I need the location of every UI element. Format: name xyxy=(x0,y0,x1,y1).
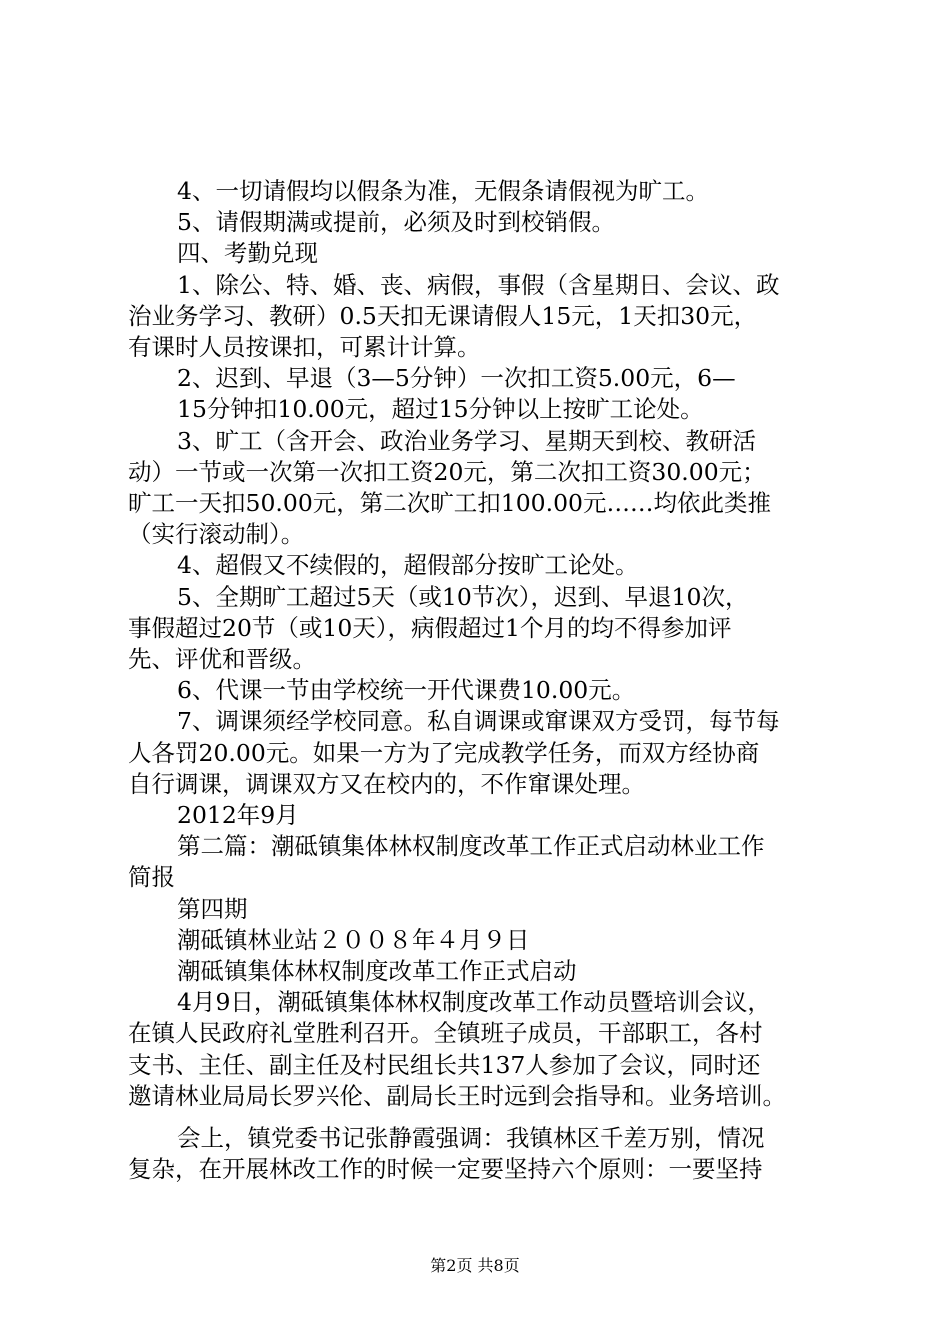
date-line: 2012年9月 xyxy=(177,801,299,829)
text-line: 15分钟扣10.00元，超过15分钟以上按旷工论处。 xyxy=(177,395,704,423)
text-line: 4、一切请假均以假条为准，无假条请假视为旷工。 xyxy=(177,177,709,205)
text-line: 2、迟到、早退（3—5分钟）一次扣工资5.00元，6— xyxy=(177,364,736,392)
text-line: 5、请假期满或提前，必须及时到校销假。 xyxy=(177,208,615,236)
issue-number: 第四期 xyxy=(177,895,248,923)
text-line: 治业务学习、教研）0.5天扣无课请假人15元，1天扣30元， xyxy=(128,302,758,330)
news-headline: 潮砥镇集体林权制度改革工作正式启动 xyxy=(177,957,577,985)
text-line: 会上，镇党委书记张静霞强调：我镇林区千差万别，情况 xyxy=(177,1124,765,1152)
text-line: 4、超假又不续假的，超假部分按旷工论处。 xyxy=(177,551,639,579)
text-line: 人各罚20.00元。如果一方为了完成教学任务，而双方经协商 xyxy=(128,739,760,767)
article-title: 第二篇：潮砥镇集体林权制度改革工作正式启动林业工作 xyxy=(177,832,765,860)
text-line: 复杂，在开展林改工作的时候一定要坚持六个原则：一要坚持 xyxy=(128,1155,763,1183)
issuer-date: 潮砥镇林业站２００８年４月９日 xyxy=(177,926,530,954)
text-line: 有课时人员按课扣，可累计计算。 xyxy=(128,333,481,361)
text-line: 5、全期旷工超过5天（或10节次），迟到、早退10次， xyxy=(177,583,749,611)
text-line: 7、调课须经学校同意。私自调课或窜课双方受罚，每节每 xyxy=(177,707,780,735)
text-line: （实行滚动制）。 xyxy=(128,520,305,548)
section-heading: 四、考勤兑现 xyxy=(177,239,318,267)
text-line: 自行调课，调课双方又在校内的，不作窜课处理。 xyxy=(128,770,645,798)
text-line: 在镇人民政府礼堂胜利召开。全镇班子成员，干部职工，各村 xyxy=(128,1019,763,1047)
text-line: 先、评优和晋级。 xyxy=(128,645,316,673)
text-line: 6、代课一节由学校统一开代课费10.00元。 xyxy=(177,676,636,704)
text-line: 1、除公、特、婚、丧、病假，事假（含星期日、会议、政 xyxy=(177,271,780,299)
text-line: 动）一节或一次第一次扣工资20元，第二次扣工资30.00元； xyxy=(128,458,766,486)
text-line: 邀请林业局局长罗兴伦、副局长王时远到会指导和。业务培训。 xyxy=(128,1082,786,1110)
page-number-footer: 第2页 共8页 xyxy=(430,1256,520,1275)
text-line: 支书、主任、副主任及村民组长共137人参加了会议，同时还 xyxy=(128,1051,761,1079)
text-line: 事假超过20节（或10天），病假超过1个月的均不得参加评 xyxy=(128,614,732,642)
text-line: 3、旷工（含开会、政治业务学习、星期天到校、教研活 xyxy=(177,427,756,455)
article-title-continued: 简报 xyxy=(128,863,175,891)
text-line: 旷工一天扣50.00元，第二次旷工扣100.00元……均依此类推 xyxy=(128,489,772,517)
text-line: 4月9日，潮砥镇集体林权制度改革工作动员暨培训会议， xyxy=(177,988,771,1016)
